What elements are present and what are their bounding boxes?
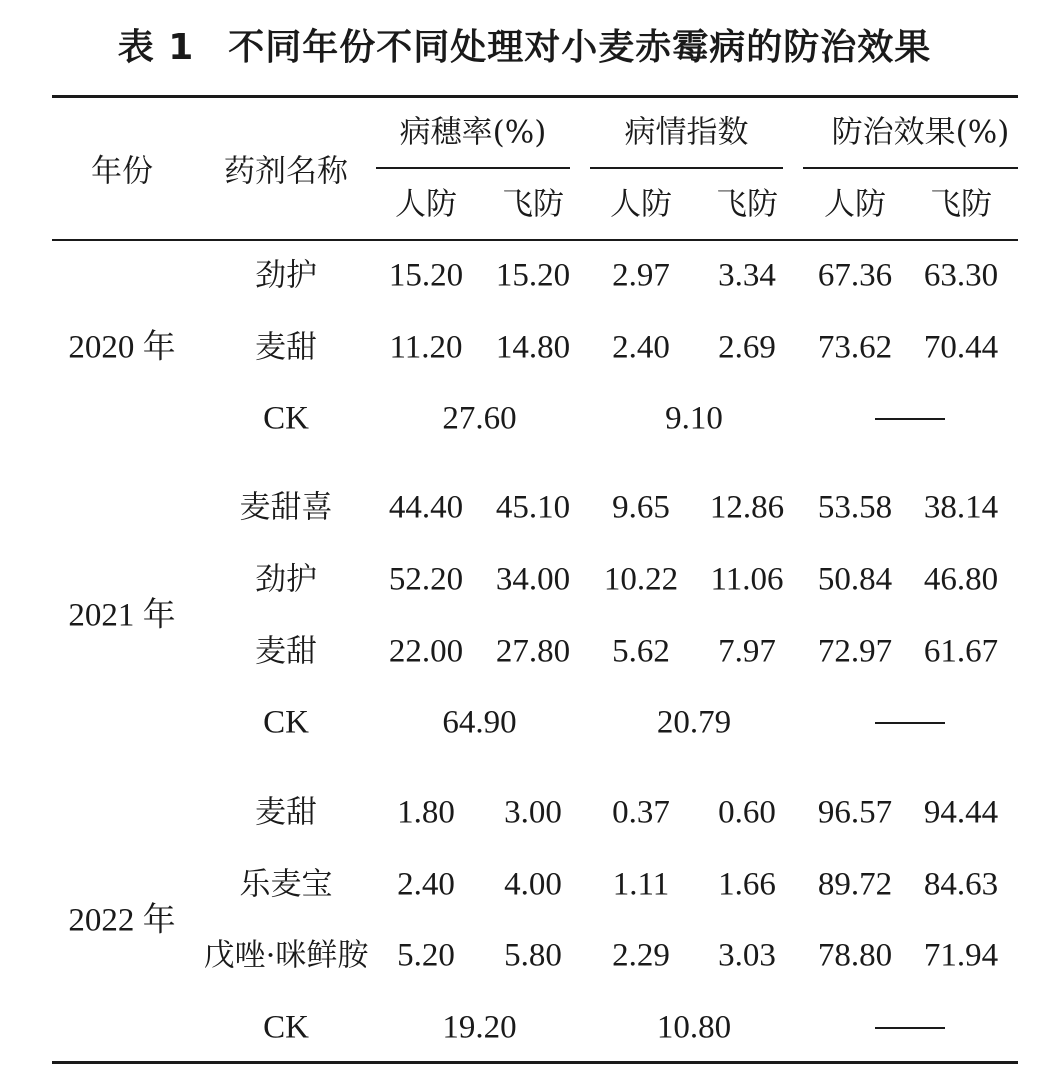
year-cell: 2020 年 [68, 329, 176, 366]
value-cell: 9.65 [612, 489, 670, 526]
value-cell: 78.80 [817, 937, 893, 974]
value-cell: 34.00 [495, 561, 571, 598]
value-cell: 7.97 [718, 633, 776, 670]
value-cell: 89.72 [817, 866, 893, 903]
value-cell: 11.06 [710, 561, 784, 598]
agent-cell: 乐麦宝 [239, 866, 333, 903]
value-cell: 15.20 [495, 257, 571, 294]
header-efficacy: 防治效果(%) [831, 114, 1010, 151]
agent-cell: 麦甜 [255, 794, 317, 831]
agent-cell: 麦甜 [255, 329, 317, 366]
year-cell: 2021 年 [68, 597, 176, 634]
subheader-manual: 人防 [610, 186, 672, 223]
value-cell: 44.40 [388, 489, 464, 526]
value-cell: 15.20 [388, 257, 464, 294]
value-cell: 2.69 [718, 329, 776, 366]
subheader-aerial: 飞防 [502, 186, 564, 223]
incidence-subrule [376, 167, 570, 169]
value-cell: 52.20 [388, 561, 464, 598]
agent-cell: CK [263, 1009, 309, 1046]
value-cell: 5.80 [504, 937, 562, 974]
value-cell: 11.20 [389, 329, 463, 366]
ck-index-cell: 9.10 [665, 400, 723, 437]
ck-incidence-cell: 19.20 [442, 1009, 517, 1046]
ck-index-cell: 10.80 [656, 1009, 732, 1046]
value-cell: 71.94 [923, 937, 999, 974]
bottom-rule [52, 1061, 1018, 1064]
value-cell: 84.63 [923, 866, 999, 903]
value-cell: 2.97 [612, 257, 670, 294]
ck-index-cell: 20.79 [656, 704, 732, 741]
header-agent: 药剂名称 [224, 153, 348, 190]
agent-cell: 麦甜喜 [239, 489, 333, 526]
subheader-manual: 人防 [395, 186, 457, 223]
header-incidence: 病穗率(%) [399, 114, 547, 151]
value-cell: 1.11 [612, 866, 670, 903]
ck-incidence-cell: 64.90 [442, 704, 517, 741]
value-cell: 2.40 [612, 329, 670, 366]
value-cell: 14.80 [495, 329, 571, 366]
efficacy-subrule [803, 167, 1018, 169]
agent-cell: CK [263, 400, 309, 437]
year-cell: 2022 年 [68, 902, 176, 938]
value-cell: 67.36 [817, 257, 893, 294]
value-cell: 45.10 [495, 489, 571, 526]
header-index: 病情指数 [624, 114, 749, 151]
agent-cell: CK [263, 704, 309, 741]
agent-cell: 麦甜 [255, 633, 317, 670]
ck-incidence-cell: 27.60 [442, 400, 517, 437]
value-cell: 94.44 [923, 794, 999, 831]
value-cell: 53.58 [817, 489, 893, 526]
header-rule [52, 239, 1018, 241]
ck-efficacy-dash [875, 722, 945, 724]
value-cell: 96.57 [817, 794, 893, 831]
value-cell: 50.84 [817, 561, 893, 598]
value-cell: 3.03 [718, 937, 776, 974]
value-cell: 0.37 [612, 794, 670, 831]
value-cell: 2.29 [612, 937, 670, 974]
value-cell: 1.66 [718, 866, 776, 903]
table-number: 表 1 [117, 27, 195, 68]
subheader-aerial: 飞防 [716, 186, 778, 223]
value-cell: 2.40 [397, 866, 455, 903]
agent-cell: 劲护 [255, 257, 317, 294]
header-year: 年份 [91, 153, 153, 190]
value-cell: 70.44 [923, 329, 999, 366]
value-cell: 4.00 [504, 866, 562, 903]
value-cell: 3.34 [718, 257, 776, 294]
value-cell: 73.62 [817, 329, 893, 366]
table-caption [0, 22, 1045, 74]
subheader-aerial: 飞防 [930, 186, 992, 223]
value-cell: 72.97 [817, 633, 893, 670]
value-cell: 12.86 [709, 489, 785, 526]
value-cell: 27.80 [495, 633, 571, 670]
subheader-manual: 人防 [824, 186, 886, 223]
value-cell: 38.14 [923, 489, 999, 526]
value-cell: 22.00 [388, 633, 464, 670]
value-cell: 1.80 [397, 794, 455, 831]
value-cell: 3.00 [504, 794, 562, 831]
value-cell: 63.30 [923, 257, 999, 294]
value-cell: 10.22 [603, 561, 679, 598]
agent-cell: 戊唑·咪鲜胺 [203, 937, 369, 974]
value-cell: 5.62 [612, 633, 670, 670]
ck-efficacy-dash [875, 418, 945, 420]
top-rule [52, 95, 1018, 98]
value-cell: 0.60 [718, 794, 776, 831]
value-cell: 61.67 [923, 633, 999, 670]
value-cell: 46.80 [923, 561, 999, 598]
agent-cell: 劲护 [255, 561, 317, 598]
table-title: 不同年份不同处理对小麦赤霉病的防治效果 [228, 27, 932, 68]
value-cell: 5.20 [397, 937, 455, 974]
index-subrule [590, 167, 783, 169]
ck-efficacy-dash [875, 1027, 945, 1029]
